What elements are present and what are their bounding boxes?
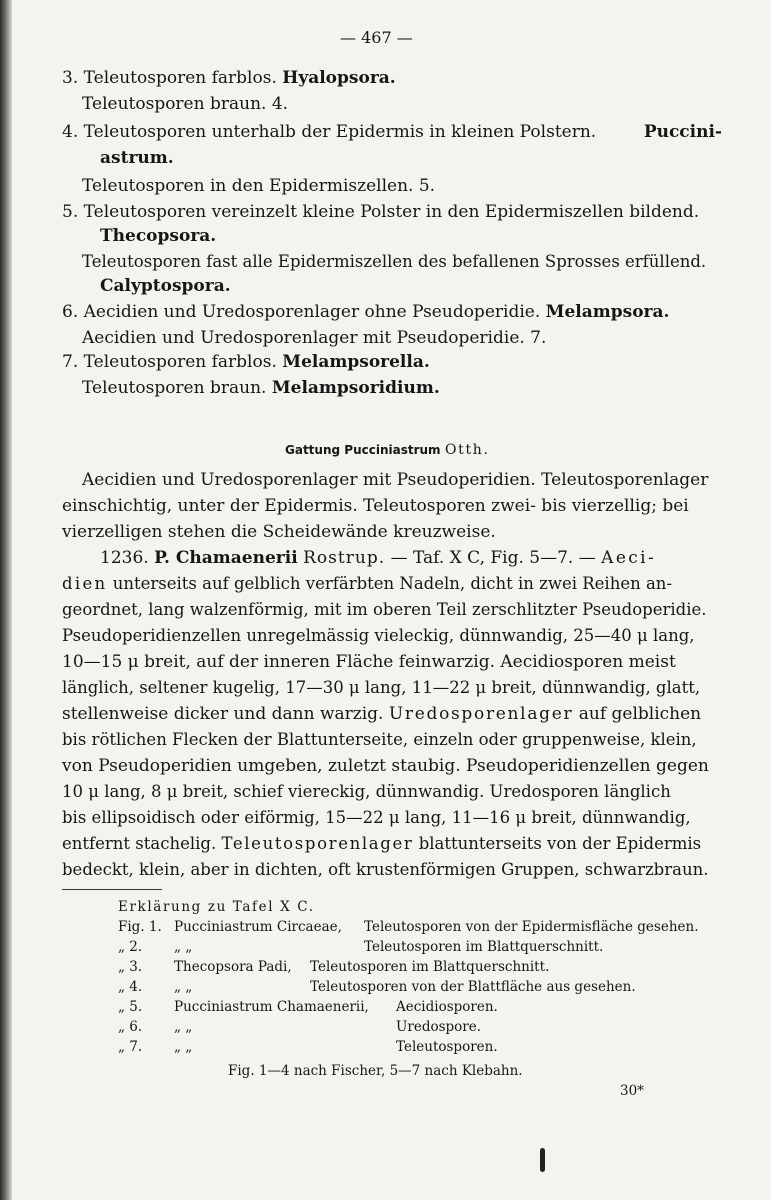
plate-figure-row: [118, 978, 636, 996]
species-spaced-term: dien: [62, 574, 108, 593]
key-number: 3.: [62, 68, 79, 88]
plate-figure-row: [118, 1038, 498, 1056]
key-genus: Melampsorella.: [282, 352, 430, 372]
plate-figure-row: [118, 1018, 481, 1036]
key-entry-3: [62, 68, 396, 88]
plate-figure-desc: Uredospore.: [396, 1019, 482, 1035]
species-name: P. Chamaenerii: [154, 548, 298, 568]
key-entry-7b: [82, 378, 440, 398]
key-entry-3b: Teleutosporen braun. 4.: [82, 94, 289, 114]
species-spaced-term: Uredosporenlager: [388, 704, 574, 724]
species-line: [62, 704, 701, 724]
key-number: 5.: [62, 202, 79, 222]
plate-figure-label: „ 7.: [118, 1039, 143, 1055]
species-author: Rostrup.: [303, 548, 386, 568]
species-number: 1236.: [100, 548, 149, 568]
species-line: länglich, seltener kugelig, 17—30 μ lang, 11—22 μ breit, dünnwandig, glatt,: [62, 678, 701, 697]
species-line: von Pseudoperidien umgeben, zuletzt staubig. Pseudoperidienzellen gegen: [62, 756, 709, 776]
key-number: 4.: [62, 122, 79, 142]
plate-figure-genus: „ „: [174, 1019, 193, 1035]
key-text: Aecidien und Uredosporenlager ohne Pseudoperidie.: [83, 302, 541, 322]
plate-figure-genus: Pucciniastrum Chamaenerii,: [174, 999, 369, 1015]
genus-description-line: Aecidien und Uredosporenlager mit Pseudoperidien. Teleutosporenlager: [82, 470, 709, 490]
key-entry-6b: Aecidien und Uredosporenlager mit Pseudoperidie. 7.: [82, 328, 547, 348]
signature-mark: 30*: [620, 1083, 644, 1099]
key-genus: Calyptospora.: [100, 276, 231, 296]
key-genus-cont: astrum.: [100, 148, 174, 168]
species-line: [62, 834, 701, 854]
key-text: Teleutosporen braun.: [82, 378, 267, 398]
species-line: bis rötlichen Flecken der Blattunterseite, einzeln oder gruppenweise, klein,: [62, 730, 697, 749]
key-genus: Melampsora.: [545, 302, 670, 322]
species-line: [62, 574, 672, 594]
plate-figure-desc: Teleutosporen im Blattquerschnitt.: [364, 939, 604, 955]
genus-description-line: einschichtig, unter der Epidermis. Teleutosporen zwei- bis vierzellig; bei: [62, 496, 689, 516]
species-aeci: Aeci-: [601, 548, 657, 568]
species-text: blattunterseits von der Epidermis: [418, 834, 702, 853]
plate-figure-label: Fig. 1.: [118, 919, 162, 935]
key-entry-4: [62, 122, 722, 142]
plate-figure-genus: „ „: [174, 1039, 193, 1055]
plate-figure-genus: Thecopsora Padi,: [174, 959, 292, 975]
key-entry-7: [62, 352, 430, 372]
plate-title: Erklärung zu Tafel X C.: [118, 899, 315, 915]
page-number: — 467 —: [340, 28, 413, 47]
plate-figure-desc: Teleutosporen im Blattquerschnitt.: [310, 959, 550, 975]
key-text: Teleutosporen farblos.: [83, 68, 277, 88]
key-text: Teleutosporen farblos.: [83, 352, 277, 372]
page-edge-shadow: [0, 0, 12, 1200]
section-heading-author: Otth.: [445, 442, 490, 458]
species-line: 10 μ lang, 8 μ breit, schief viereckig, dünnwandig. Uredosporen länglich: [62, 782, 671, 801]
key-genus: Hyalopsora.: [282, 68, 396, 88]
key-entry-5: [62, 202, 699, 222]
plate-figure-desc: Teleutosporen von der Blattfläche aus gesehen.: [310, 979, 636, 995]
species-text: entfernt stachelig.: [62, 834, 217, 853]
species-text: unterseits auf gelblich verfärbten Nadeln, dicht in zwei Reihen an-: [112, 574, 673, 593]
species-line: bedeckt, klein, aber in dichten, oft krustenförmigen Gruppen, schwarzbraun.: [62, 860, 709, 879]
footnote-rule: [62, 889, 162, 890]
plate-figure-row: [118, 938, 603, 956]
plate-figure-label: „ 2.: [118, 939, 143, 955]
plate-figure-label: „ 3.: [118, 959, 143, 975]
plate-figure-genus: „ „: [174, 979, 193, 995]
key-text: Teleutosporen vereinzelt kleine Polster in den Epidermiszellen bildend.: [83, 202, 700, 222]
species-text: stellenweise dicker und dann warzig.: [62, 704, 384, 724]
key-genus: Puccini-: [643, 122, 722, 142]
section-heading: [285, 440, 490, 460]
key-genus: Melampsoridium.: [271, 378, 440, 398]
plate-credit: Fig. 1—4 nach Fischer, 5—7 nach Klebahn.: [228, 1063, 523, 1079]
species-spaced-term: Teleutosporenlager: [221, 834, 414, 853]
plate-figure-row: [118, 958, 549, 976]
key-genus: Thecopsora.: [100, 226, 217, 246]
plate-figure-label: „ 6.: [118, 1019, 143, 1035]
key-number: 7.: [62, 352, 79, 372]
plate-figure-desc: Teleutosporen von der Epidermisfläche gesehen.: [364, 919, 699, 935]
species-line: Pseudoperidienzellen unregelmässig vieleckig, dünnwandig, 25—40 μ lang,: [62, 626, 695, 645]
key-entry-5b: Teleutosporen fast alle Epidermiszellen des befallenen Sprosses erfüllend.: [82, 252, 707, 271]
plate-figure-label: „ 5.: [118, 999, 143, 1015]
species-line: 10—15 μ breit, auf der inneren Fläche feinwarzig. Aecidiosporen meist: [62, 652, 676, 672]
species-header: [100, 548, 656, 568]
genus-description-line: vierzelligen stehen die Scheidewände kreuzweise.: [62, 522, 496, 542]
key-entry-6: [62, 302, 669, 322]
species-line: bis ellipsoidisch oder eiförmig, 15—22 μ lang, 11—16 μ breit, dünnwandig,: [62, 808, 691, 827]
plate-figure-desc: Aecidiosporen.: [396, 999, 498, 1015]
key-number: 6.: [62, 302, 79, 322]
key-text: Teleutosporen unterhalb der Epidermis in kleinen Polstern.: [83, 122, 597, 142]
plate-figure-genus: Pucciniastrum Circaeae,: [174, 919, 342, 935]
plate-figure-row: [118, 918, 699, 936]
species-line: geordnet, lang walzenförmig, mit im oberen Teil zerschlitzter Pseudoperidie.: [62, 600, 707, 619]
plate-figure-label: „ 4.: [118, 979, 143, 995]
plate-figure-genus: „ „: [174, 939, 193, 955]
species-text: auf gelblichen: [578, 704, 702, 724]
plate-figure-desc: Teleutosporen.: [396, 1039, 498, 1055]
key-entry-4b: Teleutosporen in den Epidermiszellen. 5.: [82, 176, 436, 196]
section-heading-genus: Gattung Pucciniastrum: [285, 443, 441, 457]
plate-figure-row: [118, 998, 498, 1016]
species-ref: — Taf. X C, Fig. 5—7. —: [390, 548, 596, 568]
ink-blot: [540, 1148, 545, 1172]
